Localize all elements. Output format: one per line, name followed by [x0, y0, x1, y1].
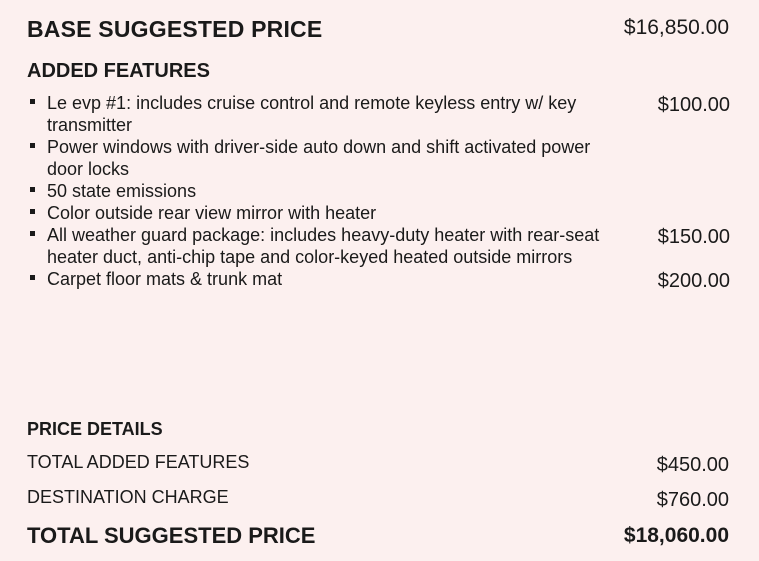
added-features-heading: ADDED FEATURES [27, 60, 210, 82]
destination-charge-label: DESTINATION CHARGE [27, 487, 229, 507]
total-added-features-label: TOTAL ADDED FEATURES [27, 452, 250, 472]
total-suggested-price-label: TOTAL SUGGESTED PRICE [27, 523, 316, 548]
bullet-icon [30, 187, 35, 192]
base-price-value: $16,850.00 [623, 16, 729, 39]
feature-text: Power windows with driver-side auto down and shift activated power door locks [47, 137, 591, 179]
features-list [30, 92, 730, 290]
feature-text: 50 state emissions [47, 181, 197, 201]
list-item [30, 180, 730, 202]
list-item [30, 136, 730, 180]
base-price-label: BASE SUGGESTED PRICE [27, 16, 323, 42]
feature-price: $150.00 [657, 226, 730, 248]
bullet-icon [30, 231, 35, 236]
price-details-heading: PRICE DETAILS [27, 419, 163, 439]
feature-price: $100.00 [657, 94, 730, 116]
bullet-icon [30, 209, 35, 214]
list-item [30, 202, 730, 224]
feature-text: Color outside rear view mirror with heater [47, 203, 377, 223]
list-item [30, 92, 730, 136]
total-added-features-value: $450.00 [656, 454, 729, 476]
bullet-icon [30, 275, 35, 280]
feature-text: All weather guard package: includes heavy-duty heater with rear-seat heater duct, anti-chip tape and color-keyed heated outside mirrors [47, 225, 600, 267]
bullet-icon [30, 99, 35, 104]
feature-text: Carpet floor mats & trunk mat [47, 269, 283, 289]
feature-price: $200.00 [657, 270, 730, 292]
total-suggested-price-value: $18,060.00 [623, 524, 729, 547]
bullet-icon [30, 143, 35, 148]
list-item [30, 268, 730, 290]
feature-text: Le evp #1: includes cruise control and remote keyless entry w/ key transmitter [47, 93, 577, 135]
destination-charge-value: $760.00 [656, 489, 729, 511]
list-item [30, 224, 730, 268]
